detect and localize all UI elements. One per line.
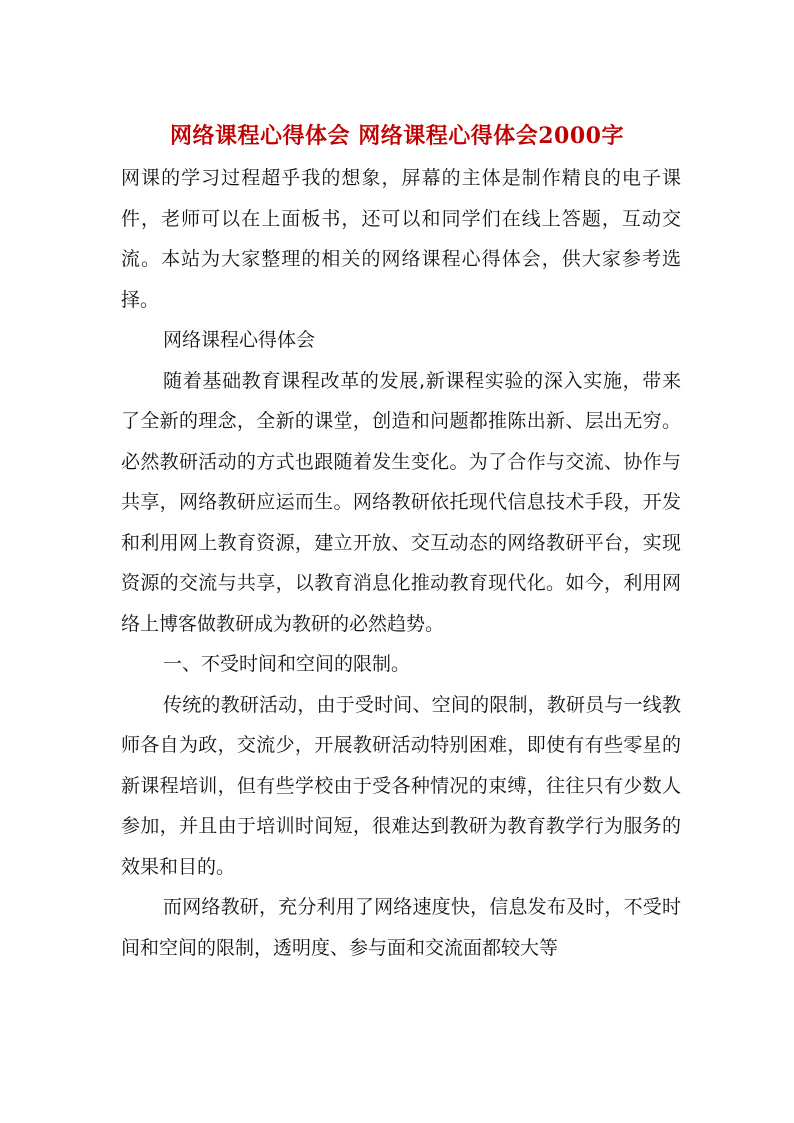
body-paragraph: 随着基础教育课程改革的发展,新课程实验的深入实施，带来了全新的理念，全新的课堂，创造和问题都推陈出新、层出无穷。必然教研活动的方式也跟随着发生变化。为了合作与交流、协作与共享，网络教研应运而生。网络教研依托现代信息技术手段，开发和利用网上教育资源，建立开放、交互动态的网络教研平台，实现资源的交流与共享，以教育消息化推动教育现代化。如今，利用网络上博客做教研成为教研的必然趋势。 <box>121 369 681 635</box>
page-title: 网络课程心得体会 网络课程心得体会2000字 <box>170 122 624 149</box>
intro-paragraph: 网课的学习过程超乎我的想象，屏幕的主体是制作精良的电子课件，老师可以在上面板书，还可以和同学们在线上答题，互动交流。本站为大家整理的相关的网络课程心得体会，供大家参考选择。 <box>121 167 681 311</box>
document-body <box>121 158 681 968</box>
section-heading: 网络课程心得体会 <box>163 329 316 351</box>
body-paragraph: 而网络教研，充分利用了网络速度快，信息发布及时，不受时间和空间的限制，透明度、参与面和交流面都较大等 <box>121 896 681 959</box>
body-paragraph: 传统的教研活动，由于受时间、空间的限制，教研员与一线教师各自为政，交流少，开展教研活动特别困难，即使有有些零星的新课程培训，但有些学校由于受各种情况的束缚，往往只有少数人参加，并且由于培训时间短，很难达到教研为教育教学行为服务的效果和目的。 <box>121 693 681 878</box>
subsection-heading: 一、不受时间和空间的限制。 <box>163 653 411 675</box>
